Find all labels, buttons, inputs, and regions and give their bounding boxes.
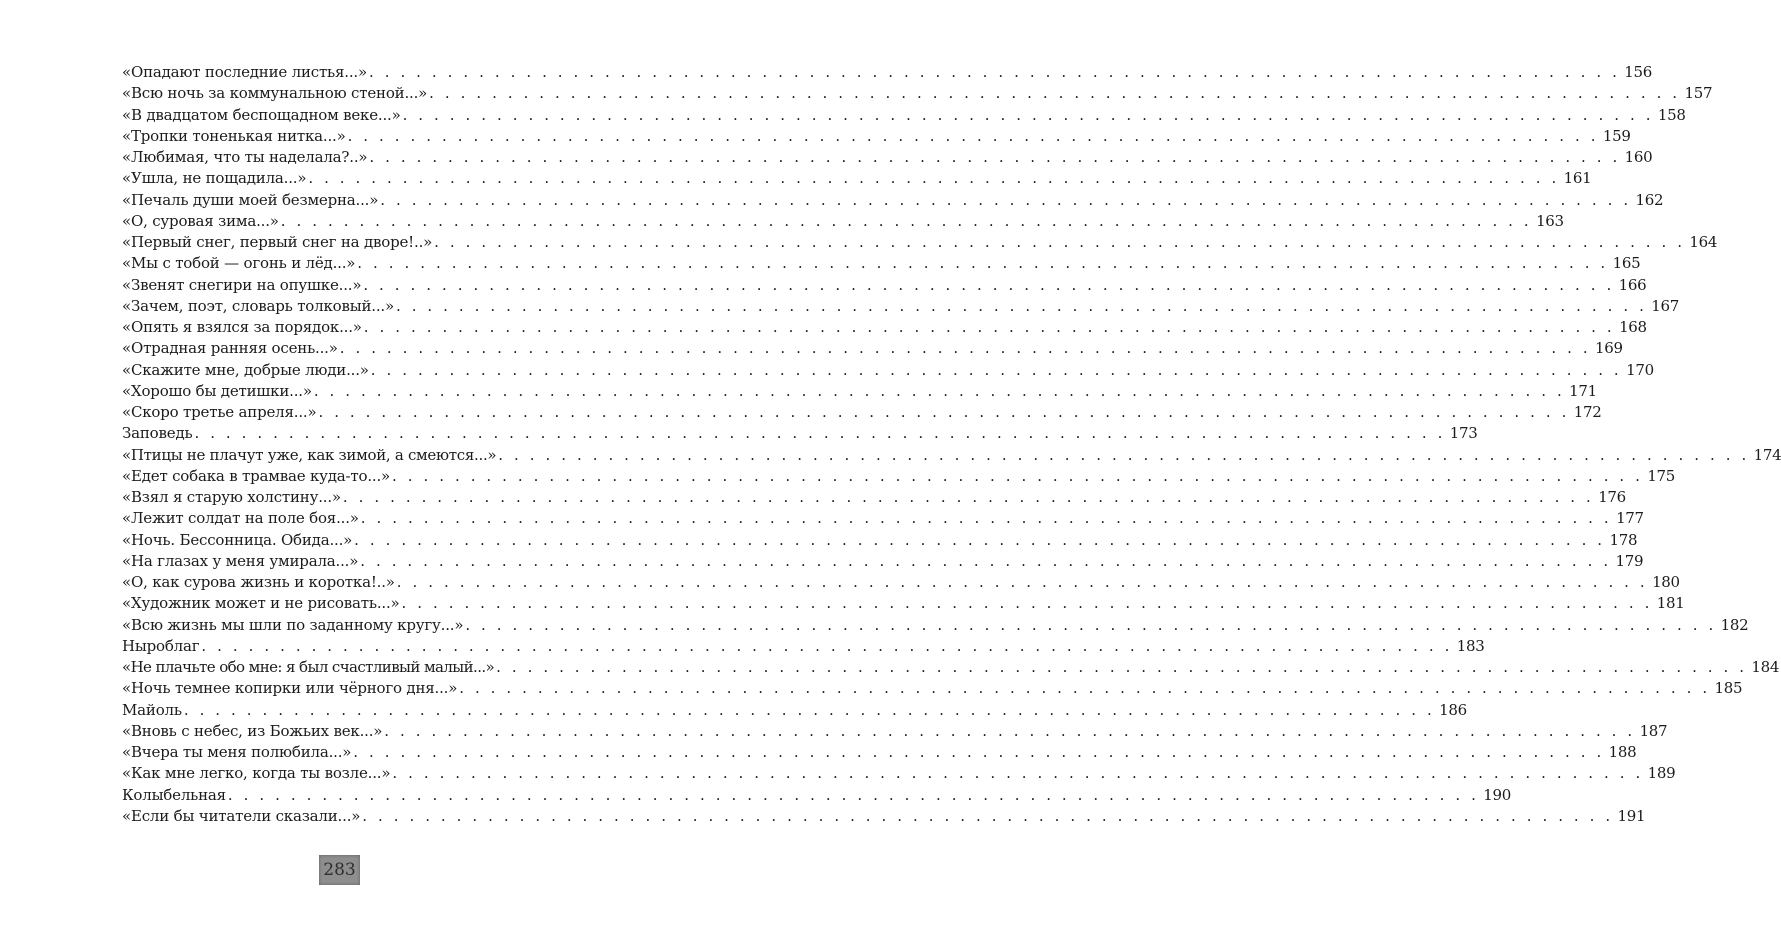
toc-entry-title: «В двадцатом беспощадном веке...» <box>122 105 401 124</box>
toc-entry <box>122 530 1638 551</box>
toc-entry-page-number: 182 <box>1720 615 1749 634</box>
toc-dot-leader: . . . . . . . . . . . . . . . . . . . . . . . . . . . . . . . . . . . . . . . . . . . . . . . . . . . . . . . . . . . . . . . . . . . . . . . . . . . . . . . . <box>498 445 1750 464</box>
toc-dot-leader: . . . . . . . . . . . . . . . . . . . . . . . . . . . . . . . . . . . . . . . . . . . . . . . . . . . . . . . . . . . . . . . . . . . . . . . . . . . . . . . . <box>380 190 1632 209</box>
toc-dot-leader: . . . . . . . . . . . . . . . . . . . . . . . . . . . . . . . . . . . . . . . . . . . . . . . . . . . . . . . . . . . . . . . . . . . . . . . . . . . . . . . . <box>396 573 1648 591</box>
toc-dot-leader: . . . . . . . . . . . . . . . . . . . . . . . . . . . . . . . . . . . . . . . . . . . . . . . . . . . . . . . . . . . . . . . . . . . . . . . . . . . . . . . . <box>392 764 1644 783</box>
toc-entry-page-number: 189 <box>1647 764 1676 783</box>
toc-entry-page-number: 159 <box>1602 126 1631 145</box>
toc-entry-title: «Ночь темнее копирки или чёрного дня...» <box>122 679 458 698</box>
toc-entry-page-number: 187 <box>1639 721 1668 740</box>
toc-dot-leader: . . . . . . . . . . . . . . . . . . . . . . . . . . . . . . . . . . . . . . . . . . . . . . . . . . . . . . . . . . . . . . . . . . . . . . . . . . . . . . . . <box>395 296 1647 315</box>
toc-entry-page-number: 160 <box>1624 148 1653 166</box>
toc-entry-title: «Вновь с небес, из Божьих век...» <box>122 721 383 740</box>
toc-entry-title: «Отрадная ранняя осень...» <box>122 339 338 358</box>
toc-entry-page-number: 164 <box>1689 233 1718 251</box>
toc-entry-title: «Мы с тобой — огонь и лёд...» <box>122 254 356 273</box>
toc-entry <box>122 253 1641 274</box>
toc-entry-page-number: 162 <box>1635 190 1664 209</box>
toc-entry-title: «Печаль души моей безмерна...» <box>122 190 379 209</box>
toc-entry-page-number: 180 <box>1652 573 1680 591</box>
toc-entry-page-number: 176 <box>1598 488 1626 506</box>
toc-dot-leader: . . . . . . . . . . . . . . . . . . . . . . . . . . . . . . . . . . . . . . . . . . . . . . . . . . . . . . . . . . . . . . . . . . . . . . . . . . . . . . . . <box>194 424 1446 443</box>
toc-dot-leader: . . . . . . . . . . . . . . . . . . . . . . . . . . . . . . . . . . . . . . . . . . . . . . . . . . . . . . . . . . . . . . . . . . . . . . . . . . . . . . . . <box>280 211 1532 230</box>
toc-dot-leader: . . . . . . . . . . . . . . . . . . . . . . . . . . . . . . . . . . . . . . . . . . . . . . . . . . . . . . . . . . . . . . . . . . . . . . . . . . . . . . . . <box>201 636 1453 655</box>
toc-dot-leader: . . . . . . . . . . . . . . . . . . . . . . . . . . . . . . . . . . . . . . . . . . . . . . . . . . . . . . . . . . . . . . . . . . . . . . . . . . . . . . . . <box>362 806 1614 825</box>
toc-entry-page-number: 177 <box>1616 509 1644 528</box>
toc-entry <box>122 742 1637 763</box>
toc-dot-leader: . . . . . . . . . . . . . . . . . . . . . . . . . . . . . . . . . . . . . . . . . . . . . . . . . . . . . . . . . . . . . . . . . . . . . . . . . . . . . . . . <box>308 169 1560 188</box>
toc-entry-page-number: 174 <box>1753 445 1781 464</box>
toc-entry-title: «Птицы не плачут уже, как зимой, а смеются...» <box>122 445 497 464</box>
toc-dot-leader: . . . . . . . . . . . . . . . . . . . . . . . . . . . . . . . . . . . . . . . . . . . . . . . . . . . . . . . . . . . . . . . . . . . . . . . . . . . . . . . . <box>318 403 1570 421</box>
toc-entry-page-number: 156 <box>1624 63 1652 81</box>
toc-entry <box>122 168 1592 189</box>
toc-entry-page-number: 190 <box>1483 785 1511 804</box>
toc-entry-page-number: 161 <box>1563 169 1592 188</box>
toc-entry-page-number: 191 <box>1617 806 1646 825</box>
toc-entry <box>122 785 1511 806</box>
table-of-contents <box>122 62 1781 827</box>
toc-entry-page-number: 168 <box>1619 318 1647 336</box>
toc-entry <box>122 83 1713 104</box>
toc-entry-page-number: 183 <box>1456 636 1485 655</box>
toc-entry <box>122 466 1676 487</box>
toc-dot-leader: . . . . . . . . . . . . . . . . . . . . . . . . . . . . . . . . . . . . . . . . . . . . . . . . . . . . . . . . . . . . . . . . . . . . . . . . . . . . . . . . <box>465 615 1717 634</box>
toc-entry <box>122 232 1718 253</box>
toc-entry <box>122 508 1644 529</box>
toc-entry-title: «Художник может и не рисовать...» <box>122 594 400 613</box>
toc-entry <box>122 551 1644 572</box>
toc-entry-page-number: 173 <box>1449 424 1478 443</box>
toc-dot-leader: . . . . . . . . . . . . . . . . . . . . . . . . . . . . . . . . . . . . . . . . . . . . . . . . . . . . . . . . . . . . . . . . . . . . . . . . . . . . . . . . <box>459 679 1711 698</box>
toc-entry-title: «Опадают последние листья...» <box>122 63 367 81</box>
toc-entry-page-number: 158 <box>1657 105 1686 124</box>
toc-entry-title: «Хорошо бы детишки...» <box>122 381 312 400</box>
toc-entry <box>122 402 1602 423</box>
toc-dot-leader: . . . . . . . . . . . . . . . . . . . . . . . . . . . . . . . . . . . . . . . . . . . . . . . . . . . . . . . . . . . . . . . . . . . . . . . . . . . . . . . . <box>360 509 1612 528</box>
toc-entry <box>122 62 1652 83</box>
toc-entry-title: «Тропки тоненькая нитка...» <box>122 126 346 145</box>
toc-entry <box>122 423 1478 444</box>
toc-entry-title: «Зачем, поэт, словарь толковый...» <box>122 296 394 315</box>
toc-dot-leader: . . . . . . . . . . . . . . . . . . . . . . . . . . . . . . . . . . . . . . . . . . . . . . . . . . . . . . . . . . . . . . . . . . . . . . . . . . . . . . . . <box>402 105 1654 124</box>
toc-entry-title: Заповедь <box>122 424 193 443</box>
toc-entry-title: «Скоро третье апреля...» <box>122 403 317 421</box>
toc-dot-leader: . . . . . . . . . . . . . . . . . . . . . . . . . . . . . . . . . . . . . . . . . . . . . . . . . . . . . . . . . . . . . . . . . . . . . . . . . . . . . . . . <box>496 658 1748 676</box>
toc-dot-leader: . . . . . . . . . . . . . . . . . . . . . . . . . . . . . . . . . . . . . . . . . . . . . . . . . . . . . . . . . . . . . . . . . . . . . . . . . . . . . . . . <box>313 381 1565 400</box>
toc-dot-leader: . . . . . . . . . . . . . . . . . . . . . . . . . . . . . . . . . . . . . . . . . . . . . . . . . . . . . . . . . . . . . . . . . . . . . . . . . . . . . . . . <box>347 126 1599 145</box>
toc-entry-title: «Ночь. Бессонница. Обида...» <box>122 530 353 549</box>
toc-entry-title: «Едет собака в трамвае куда-то...» <box>122 466 391 485</box>
toc-entry <box>122 147 1653 168</box>
toc-entry <box>122 763 1676 784</box>
toc-entry-page-number: 181 <box>1656 594 1685 613</box>
toc-dot-leader: . . . . . . . . . . . . . . . . . . . . . . . . . . . . . . . . . . . . . . . . . . . . . . . . . . . . . . . . . . . . . . . . . . . . . . . . . . . . . . . . <box>227 785 1479 804</box>
toc-dot-leader: . . . . . . . . . . . . . . . . . . . . . . . . . . . . . . . . . . . . . . . . . . . . . . . . . . . . . . . . . . . . . . . . . . . . . . . . . . . . . . . . <box>392 466 1644 485</box>
toc-entry-title: «Звенят снегири на опушке...» <box>122 275 362 294</box>
toc-entry <box>122 572 1680 593</box>
toc-entry <box>122 275 1647 296</box>
toc-dot-leader: . . . . . . . . . . . . . . . . . . . . . . . . . . . . . . . . . . . . . . . . . . . . . . . . . . . . . . . . . . . . . . . . . . . . . . . . . . . . . . . . <box>339 339 1591 358</box>
toc-entry <box>122 700 1467 721</box>
toc-dot-leader: . . . . . . . . . . . . . . . . . . . . . . . . . . . . . . . . . . . . . . . . . . . . . . . . . . . . . . . . . . . . . . . . . . . . . . . . . . . . . . . . <box>434 233 1686 251</box>
toc-entry-title: Колыбельная <box>122 785 226 804</box>
toc-entry-title: «Всю ночь за коммунальною стеной...» <box>122 84 428 103</box>
toc-entry <box>122 657 1780 678</box>
toc-entry-page-number: 163 <box>1536 211 1564 230</box>
toc-dot-leader: . . . . . . . . . . . . . . . . . . . . . . . . . . . . . . . . . . . . . . . . . . . . . . . . . . . . . . . . . . . . . . . . . . . . . . . . . . . . . . . . <box>370 360 1622 379</box>
toc-entry-title: «Скажите мне, добрые люди...» <box>122 360 369 379</box>
toc-entry <box>122 105 1686 126</box>
toc-entry-title: «Первый снег, первый снег на дворе!..» <box>122 233 433 251</box>
toc-entry <box>122 338 1623 359</box>
toc-entry <box>122 615 1749 636</box>
toc-dot-leader: . . . . . . . . . . . . . . . . . . . . . . . . . . . . . . . . . . . . . . . . . . . . . . . . . . . . . . . . . . . . . . . . . . . . . . . . . . . . . . . . <box>363 275 1615 294</box>
page-number: 283 <box>319 855 360 885</box>
toc-entry <box>122 126 1631 147</box>
toc-entry <box>122 636 1485 657</box>
toc-dot-leader: . . . . . . . . . . . . . . . . . . . . . . . . . . . . . . . . . . . . . . . . . . . . . . . . . . . . . . . . . . . . . . . . . . . . . . . . . . . . . . . . <box>353 743 1605 761</box>
toc-dot-leader: . . . . . . . . . . . . . . . . . . . . . . . . . . . . . . . . . . . . . . . . . . . . . . . . . . . . . . . . . . . . . . . . . . . . . . . . . . . . . . . . <box>384 721 1636 740</box>
toc-entry-title: «Как мне легко, когда ты возле...» <box>122 764 391 783</box>
toc-entry-title: «Взял я старую холстину...» <box>122 488 341 506</box>
toc-entry-title: «Любимая, что ты наделала?..» <box>122 148 368 166</box>
toc-entry-page-number: 185 <box>1714 679 1743 698</box>
toc-entry-title: «На глазах у меня умирала...» <box>122 551 359 570</box>
toc-entry-title: «О, как сурова жизнь и коротка!..» <box>122 573 395 591</box>
toc-entry-page-number: 175 <box>1647 466 1676 485</box>
toc-dot-leader: . . . . . . . . . . . . . . . . . . . . . . . . . . . . . . . . . . . . . . . . . . . . . . . . . . . . . . . . . . . . . . . . . . . . . . . . . . . . . . . . <box>369 148 1621 166</box>
toc-dot-leader: . . . . . . . . . . . . . . . . . . . . . . . . . . . . . . . . . . . . . . . . . . . . . . . . . . . . . . . . . . . . . . . . . . . . . . . . . . . . . . . . <box>363 318 1615 336</box>
toc-entry-title: «Лежит солдат на поле боя...» <box>122 509 359 528</box>
toc-entry-title: Майоль <box>122 700 182 719</box>
toc-entry <box>122 678 1743 699</box>
toc-entry <box>122 806 1646 827</box>
toc-entry-title: «О, суровая зима...» <box>122 211 279 230</box>
toc-entry-page-number: 186 <box>1439 700 1467 719</box>
toc-dot-leader: . . . . . . . . . . . . . . . . . . . . . . . . . . . . . . . . . . . . . . . . . . . . . . . . . . . . . . . . . . . . . . . . . . . . . . . . . . . . . . . . <box>354 530 1606 549</box>
toc-entry-page-number: 166 <box>1618 275 1647 294</box>
toc-dot-leader: . . . . . . . . . . . . . . . . . . . . . . . . . . . . . . . . . . . . . . . . . . . . . . . . . . . . . . . . . . . . . . . . . . . . . . . . . . . . . . . . <box>368 63 1620 81</box>
toc-entry <box>122 487 1626 508</box>
toc-entry-page-number: 178 <box>1609 530 1638 549</box>
toc-entry-page-number: 172 <box>1573 403 1602 421</box>
toc-entry-title: «Не плачьте обо мне: я был счастливый малый...» <box>122 658 495 676</box>
toc-entry-title: «Ушла, не пощадила...» <box>122 169 307 188</box>
toc-entry-page-number: 179 <box>1615 551 1644 570</box>
toc-entry <box>122 381 1597 402</box>
toc-dot-leader: . . . . . . . . . . . . . . . . . . . . . . . . . . . . . . . . . . . . . . . . . . . . . . . . . . . . . . . . . . . . . . . . . . . . . . . . . . . . . . . . <box>360 551 1612 570</box>
toc-entry-page-number: 169 <box>1595 339 1623 358</box>
toc-entry-title: «Всю жизнь мы шли по заданному кругу...» <box>122 615 464 634</box>
toc-entry-page-number: 165 <box>1612 254 1641 273</box>
toc-entry <box>122 445 1781 466</box>
toc-entry-page-number: 157 <box>1684 84 1713 103</box>
toc-entry <box>122 593 1685 614</box>
toc-entry-page-number: 171 <box>1569 381 1597 400</box>
toc-entry <box>122 211 1564 232</box>
toc-entry <box>122 360 1654 381</box>
toc-entry <box>122 721 1668 742</box>
toc-entry-title: Ныроблаг <box>122 636 200 655</box>
toc-dot-leader: . . . . . . . . . . . . . . . . . . . . . . . . . . . . . . . . . . . . . . . . . . . . . . . . . . . . . . . . . . . . . . . . . . . . . . . . . . . . . . . . <box>342 488 1594 506</box>
toc-entry-title: «Опять я взялся за порядок...» <box>122 318 362 336</box>
toc-entry <box>122 317 1647 338</box>
toc-entry-page-number: 184 <box>1751 658 1780 676</box>
toc-entry-page-number: 170 <box>1626 360 1654 379</box>
toc-entry <box>122 190 1664 211</box>
toc-entry <box>122 296 1679 317</box>
toc-dot-leader: . . . . . . . . . . . . . . . . . . . . . . . . . . . . . . . . . . . . . . . . . . . . . . . . . . . . . . . . . . . . . . . . . . . . . . . . . . . . . . . . <box>429 84 1681 103</box>
toc-entry-page-number: 188 <box>1608 743 1637 761</box>
toc-entry-title: «Вчера ты меня полюбила...» <box>122 743 352 761</box>
toc-dot-leader: . . . . . . . . . . . . . . . . . . . . . . . . . . . . . . . . . . . . . . . . . . . . . . . . . . . . . . . . . . . . . . . . . . . . . . . . . . . . . . . . <box>357 254 1609 273</box>
toc-dot-leader: . . . . . . . . . . . . . . . . . . . . . . . . . . . . . . . . . . . . . . . . . . . . . . . . . . . . . . . . . . . . . . . . . . . . . . . . . . . . . . . . <box>401 594 1653 613</box>
toc-dot-leader: . . . . . . . . . . . . . . . . . . . . . . . . . . . . . . . . . . . . . . . . . . . . . . . . . . . . . . . . . . . . . . . . . . . . . . . . . . . . . . . . <box>183 700 1435 719</box>
toc-entry-title: «Если бы читатели сказали...» <box>122 806 361 825</box>
toc-entry-page-number: 167 <box>1651 296 1679 315</box>
